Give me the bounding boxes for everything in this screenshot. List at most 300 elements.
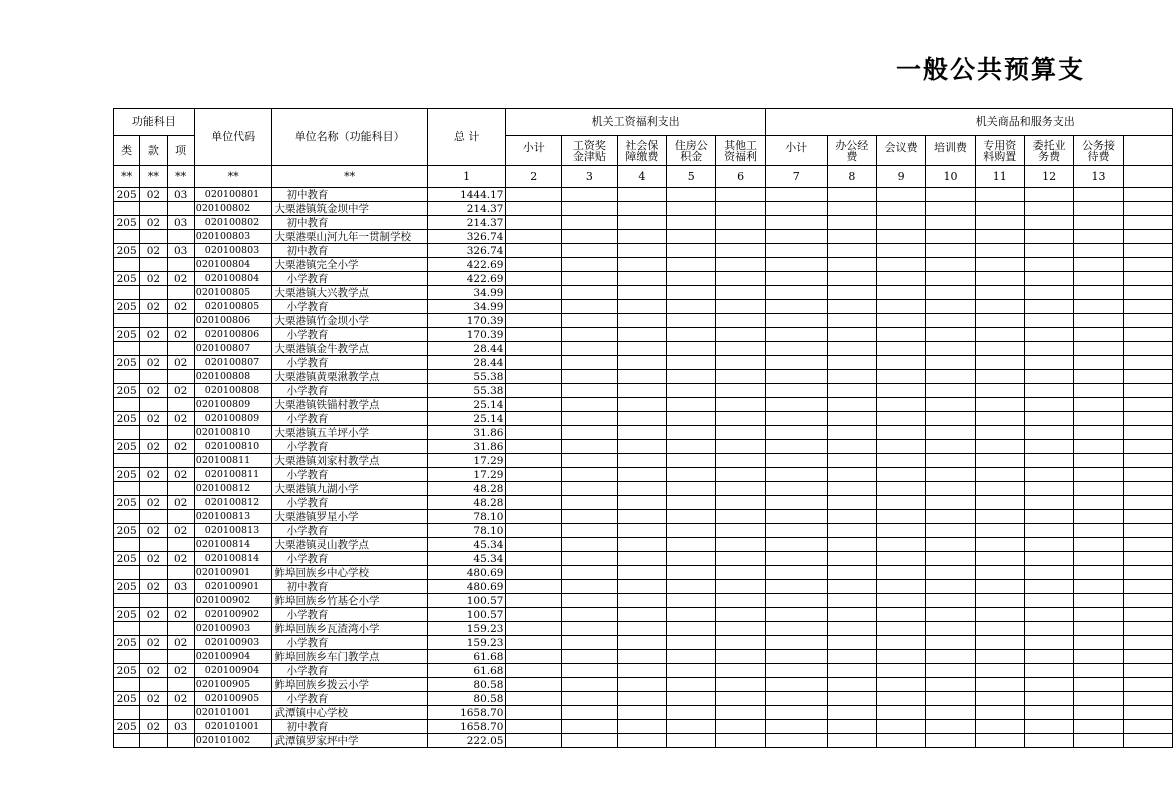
total-cell: 1658.70: [427, 720, 506, 734]
empty-cell: [562, 216, 618, 230]
header-row-1: [114, 109, 1173, 136]
empty-cell: [506, 594, 562, 608]
empty-cell: [562, 440, 618, 454]
table-body: [114, 188, 1173, 748]
empty-cell: [1123, 524, 1172, 538]
empty-cell: [1123, 356, 1172, 370]
empty-cell: [506, 692, 562, 706]
section-cell: [140, 706, 167, 720]
empty-cell: [1074, 440, 1123, 454]
empty-cell: [716, 216, 765, 230]
total-cell: 422.69: [427, 272, 506, 286]
empty-cell: [926, 734, 975, 748]
empty-cell: [506, 426, 562, 440]
empty-cell: [667, 412, 716, 426]
empty-cell: [716, 594, 765, 608]
empty-cell: [827, 384, 876, 398]
empty-cell: [1074, 580, 1123, 594]
section-cell: 02: [140, 412, 167, 426]
empty-cell: [716, 300, 765, 314]
empty-cell: [1074, 454, 1123, 468]
table-row: [114, 608, 1173, 622]
empty-cell: [975, 734, 1024, 748]
empty-cell: [926, 524, 975, 538]
empty-cell: [827, 328, 876, 342]
empty-cell: [765, 552, 827, 566]
empty-cell: [617, 664, 666, 678]
table-row: [114, 328, 1173, 342]
empty-cell: [827, 720, 876, 734]
empty-cell: [506, 202, 562, 216]
unit-name-cell: 初中教育: [272, 580, 427, 594]
empty-cell: [617, 468, 666, 482]
empty-cell: [765, 230, 827, 244]
empty-cell: [765, 496, 827, 510]
empty-cell: [1024, 496, 1073, 510]
section-cell: 02: [140, 440, 167, 454]
empty-cell: [765, 300, 827, 314]
empty-cell: [667, 454, 716, 468]
empty-cell: [975, 202, 1024, 216]
empty-cell: [827, 664, 876, 678]
total-cell: 480.69: [427, 580, 506, 594]
empty-cell: [1123, 454, 1172, 468]
class-cell: 205: [114, 664, 140, 678]
budget-table-container: [113, 108, 1115, 748]
empty-cell: [975, 468, 1024, 482]
section-cell: 02: [140, 664, 167, 678]
empty-cell: [975, 272, 1024, 286]
unit-name-cell: 大栗港镇五羊坪小学: [272, 426, 427, 440]
mark-cell: **: [140, 166, 167, 188]
empty-cell: [667, 468, 716, 482]
item-cell: [167, 286, 194, 300]
empty-cell: [1024, 622, 1073, 636]
table-row: [114, 244, 1173, 258]
empty-cell: [667, 426, 716, 440]
class-cell: [114, 706, 140, 720]
empty-cell: [926, 482, 975, 496]
empty-cell: [1024, 720, 1073, 734]
empty-cell: [617, 720, 666, 734]
empty-cell: [765, 594, 827, 608]
class-cell: [114, 482, 140, 496]
empty-cell: [667, 650, 716, 664]
col-number: 1: [427, 166, 506, 188]
empty-cell: [876, 272, 925, 286]
empty-cell: [1024, 188, 1073, 202]
empty-cell: [667, 216, 716, 230]
empty-cell: [1024, 216, 1073, 230]
unit-name-cell: 鲊埠回族乡车门教学点: [272, 650, 427, 664]
item-cell: 02: [167, 524, 194, 538]
class-cell: 205: [114, 636, 140, 650]
table-row: [114, 496, 1173, 510]
empty-cell: [827, 538, 876, 552]
empty-cell: [1074, 636, 1123, 650]
empty-cell: [617, 356, 666, 370]
class-cell: 205: [114, 384, 140, 398]
empty-cell: [506, 314, 562, 328]
empty-cell: [617, 370, 666, 384]
table-row: [114, 230, 1173, 244]
empty-cell: [975, 300, 1024, 314]
item-cell: 02: [167, 692, 194, 706]
empty-cell: [827, 356, 876, 370]
sub-header: 公务接待费: [1074, 136, 1123, 166]
empty-cell: [667, 370, 716, 384]
total-cell: 1658.70: [427, 706, 506, 720]
unit-code-cell: 020100807: [194, 342, 272, 356]
empty-cell: [506, 342, 562, 356]
empty-cell: [1123, 482, 1172, 496]
empty-cell: [1074, 216, 1123, 230]
empty-cell: [667, 244, 716, 258]
class-cell: 205: [114, 412, 140, 426]
col-number: 7: [765, 166, 827, 188]
table-row: [114, 426, 1173, 440]
class-cell: [114, 342, 140, 356]
empty-cell: [926, 454, 975, 468]
empty-cell: [716, 202, 765, 216]
section-cell: [140, 566, 167, 580]
empty-cell: [926, 664, 975, 678]
empty-cell: [975, 258, 1024, 272]
empty-cell: [765, 412, 827, 426]
class-cell: [114, 538, 140, 552]
class-cell: [114, 622, 140, 636]
empty-cell: [926, 328, 975, 342]
item-cell: 02: [167, 552, 194, 566]
empty-cell: [716, 608, 765, 622]
section-cell: [140, 734, 167, 748]
empty-cell: [1024, 328, 1073, 342]
unit-code-cell: 020100901: [194, 580, 272, 594]
empty-cell: [562, 342, 618, 356]
empty-cell: [1123, 622, 1172, 636]
total-cell: 78.10: [427, 510, 506, 524]
total-cell: 28.44: [427, 342, 506, 356]
empty-cell: [876, 496, 925, 510]
table-row: [114, 636, 1173, 650]
unit-code-cell: 020100905: [194, 678, 272, 692]
empty-cell: [975, 678, 1024, 692]
empty-cell: [1123, 650, 1172, 664]
empty-cell: [1123, 496, 1172, 510]
sub-header: 办公经费: [827, 136, 876, 166]
empty-cell: [1074, 664, 1123, 678]
table-row: [114, 258, 1173, 272]
empty-cell: [765, 188, 827, 202]
empty-cell: [876, 370, 925, 384]
empty-cell: [506, 482, 562, 496]
unit-code-cell: 020100904: [194, 650, 272, 664]
budget-table: [113, 108, 1173, 748]
unit-code-cell: 020100811: [194, 454, 272, 468]
empty-cell: [667, 496, 716, 510]
empty-cell: [1123, 440, 1172, 454]
empty-cell: [975, 706, 1024, 720]
unit-name-cell: 小学教育: [272, 440, 427, 454]
empty-cell: [975, 636, 1024, 650]
empty-cell: [926, 258, 975, 272]
empty-cell: [765, 258, 827, 272]
empty-cell: [926, 244, 975, 258]
empty-cell: [562, 580, 618, 594]
empty-cell: [876, 244, 925, 258]
empty-cell: [827, 580, 876, 594]
unit-code-cell: 020100802: [194, 202, 272, 216]
item-cell: [167, 622, 194, 636]
empty-cell: [765, 342, 827, 356]
class-cell: 205: [114, 244, 140, 258]
empty-cell: [926, 650, 975, 664]
empty-cell: [716, 468, 765, 482]
empty-cell: [716, 286, 765, 300]
empty-cell: [667, 566, 716, 580]
table-row: [114, 300, 1173, 314]
empty-cell: [975, 594, 1024, 608]
total-cell: 100.57: [427, 594, 506, 608]
empty-cell: [827, 594, 876, 608]
empty-cell: [926, 692, 975, 706]
empty-cell: [765, 468, 827, 482]
unit-code-cell: 020100804: [194, 258, 272, 272]
empty-cell: [667, 678, 716, 692]
class-cell: [114, 650, 140, 664]
empty-cell: [765, 706, 827, 720]
col-number: 10: [926, 166, 975, 188]
table-row: [114, 454, 1173, 468]
empty-cell: [827, 412, 876, 426]
empty-cell: [765, 678, 827, 692]
total-cell: 222.05: [427, 734, 506, 748]
class-header: 类: [114, 136, 140, 166]
empty-cell: [827, 496, 876, 510]
total-cell: 45.34: [427, 552, 506, 566]
col-number: 2: [506, 166, 562, 188]
unit-code-cell: 020100813: [194, 510, 272, 524]
total-cell: 326.74: [427, 244, 506, 258]
empty-cell: [926, 440, 975, 454]
empty-cell: [716, 524, 765, 538]
unit-code-cell: 020100803: [194, 244, 272, 258]
empty-cell: [1074, 468, 1123, 482]
empty-cell: [1074, 230, 1123, 244]
empty-cell: [1024, 454, 1073, 468]
unit-code-cell: 020100802: [194, 216, 272, 230]
empty-cell: [562, 426, 618, 440]
empty-cell: [1123, 636, 1172, 650]
empty-cell: [562, 594, 618, 608]
empty-cell: [667, 440, 716, 454]
empty-cell: [926, 412, 975, 426]
empty-cell: [506, 300, 562, 314]
empty-cell: [876, 692, 925, 706]
class-cell: 205: [114, 356, 140, 370]
empty-cell: [716, 440, 765, 454]
empty-cell: [562, 328, 618, 342]
section-header: 款: [140, 136, 167, 166]
total-cell: 25.14: [427, 398, 506, 412]
empty-cell: [562, 608, 618, 622]
unit-name-cell: 初中教育: [272, 720, 427, 734]
item-cell: 02: [167, 664, 194, 678]
empty-cell: [876, 454, 925, 468]
item-cell: [167, 678, 194, 692]
empty-cell: [506, 664, 562, 678]
empty-cell: [1123, 510, 1172, 524]
empty-cell: [765, 482, 827, 496]
unit-name-cell: 初中教育: [272, 216, 427, 230]
class-cell: 205: [114, 692, 140, 706]
table-row: [114, 370, 1173, 384]
empty-cell: [926, 426, 975, 440]
empty-cell: [876, 552, 925, 566]
empty-cell: [506, 552, 562, 566]
empty-cell: [975, 314, 1024, 328]
empty-cell: [716, 664, 765, 678]
total-cell: 100.57: [427, 608, 506, 622]
empty-cell: [876, 734, 925, 748]
class-cell: 205: [114, 608, 140, 622]
unit-name-cell: 小学教育: [272, 356, 427, 370]
unit-name-cell: 大栗港镇金牛教学点: [272, 342, 427, 356]
empty-cell: [506, 216, 562, 230]
item-cell: [167, 706, 194, 720]
empty-cell: [1123, 286, 1172, 300]
unit-name-cell: 大栗港镇黄栗湫教学点: [272, 370, 427, 384]
empty-cell: [1123, 594, 1172, 608]
unit-code-cell: 020100814: [194, 538, 272, 552]
unit-name-cell: 大栗港镇竹金坝小学: [272, 314, 427, 328]
mark-cell: **: [272, 166, 427, 188]
empty-cell: [876, 538, 925, 552]
empty-cell: [876, 426, 925, 440]
unit-name-cell: 小学教育: [272, 552, 427, 566]
sub-header: 委托业务费: [1024, 136, 1073, 166]
unit-code-cell: 020100808: [194, 370, 272, 384]
empty-cell: [1074, 594, 1123, 608]
empty-cell: [1024, 440, 1073, 454]
section-cell: [140, 510, 167, 524]
table-row: [114, 692, 1173, 706]
empty-cell: [667, 580, 716, 594]
empty-cell: [562, 300, 618, 314]
unit-code-cell: 020100812: [194, 482, 272, 496]
empty-cell: [617, 692, 666, 706]
empty-cell: [765, 608, 827, 622]
empty-cell: [506, 328, 562, 342]
empty-cell: [1123, 398, 1172, 412]
empty-cell: [562, 510, 618, 524]
empty-cell: [876, 608, 925, 622]
empty-cell: [506, 272, 562, 286]
empty-cell: [716, 622, 765, 636]
empty-cell: [716, 244, 765, 258]
unit-code-cell: 020100803: [194, 230, 272, 244]
empty-cell: [975, 580, 1024, 594]
unit-code-cell: 020100810: [194, 440, 272, 454]
empty-cell: [1074, 342, 1123, 356]
item-cell: [167, 230, 194, 244]
section-cell: 02: [140, 356, 167, 370]
total-cell: 34.99: [427, 300, 506, 314]
empty-cell: [506, 356, 562, 370]
table-row: [114, 664, 1173, 678]
total-cell: 55.38: [427, 370, 506, 384]
empty-cell: [876, 286, 925, 300]
empty-cell: [617, 314, 666, 328]
class-cell: [114, 286, 140, 300]
empty-cell: [716, 258, 765, 272]
empty-cell: [1074, 608, 1123, 622]
section-cell: [140, 482, 167, 496]
empty-cell: [765, 384, 827, 398]
empty-cell: [617, 580, 666, 594]
empty-cell: [506, 244, 562, 258]
empty-cell: [876, 384, 925, 398]
empty-cell: [716, 538, 765, 552]
empty-cell: [617, 342, 666, 356]
unit-name-cell: 小学教育: [272, 496, 427, 510]
total-cell: 31.86: [427, 440, 506, 454]
empty-cell: [1074, 482, 1123, 496]
empty-cell: [975, 692, 1024, 706]
table-row: [114, 720, 1173, 734]
empty-cell: [975, 454, 1024, 468]
unit-name-cell: 小学教育: [272, 300, 427, 314]
class-cell: [114, 594, 140, 608]
empty-cell: [975, 342, 1024, 356]
empty-cell: [562, 230, 618, 244]
class-cell: 205: [114, 496, 140, 510]
table-row: [114, 468, 1173, 482]
empty-cell: [765, 664, 827, 678]
unit-name-cell: 小学教育: [272, 692, 427, 706]
empty-cell: [667, 594, 716, 608]
empty-cell: [1123, 216, 1172, 230]
empty-cell: [876, 398, 925, 412]
col-number: 3: [562, 166, 618, 188]
empty-cell: [926, 188, 975, 202]
section-cell: [140, 426, 167, 440]
empty-cell: [617, 412, 666, 426]
unit-name-cell: 鲊埠回族乡拨云小学: [272, 678, 427, 692]
unit-name-cell: 小学教育: [272, 272, 427, 286]
section-cell: [140, 230, 167, 244]
total-cell: 48.28: [427, 482, 506, 496]
empty-cell: [562, 706, 618, 720]
section-cell: [140, 678, 167, 692]
empty-cell: [926, 384, 975, 398]
empty-cell: [827, 188, 876, 202]
empty-cell: [1024, 300, 1073, 314]
class-cell: [114, 370, 140, 384]
empty-cell: [765, 580, 827, 594]
empty-cell: [1123, 328, 1172, 342]
col-number: 13: [1074, 166, 1123, 188]
empty-cell: [975, 412, 1024, 426]
mark-cell: **: [114, 166, 140, 188]
table-row: [114, 356, 1173, 370]
unit-name-cell: 武潭镇罗家坪中学: [272, 734, 427, 748]
empty-cell: [876, 706, 925, 720]
empty-cell: [562, 636, 618, 650]
item-cell: 02: [167, 636, 194, 650]
empty-cell: [506, 398, 562, 412]
empty-cell: [506, 720, 562, 734]
